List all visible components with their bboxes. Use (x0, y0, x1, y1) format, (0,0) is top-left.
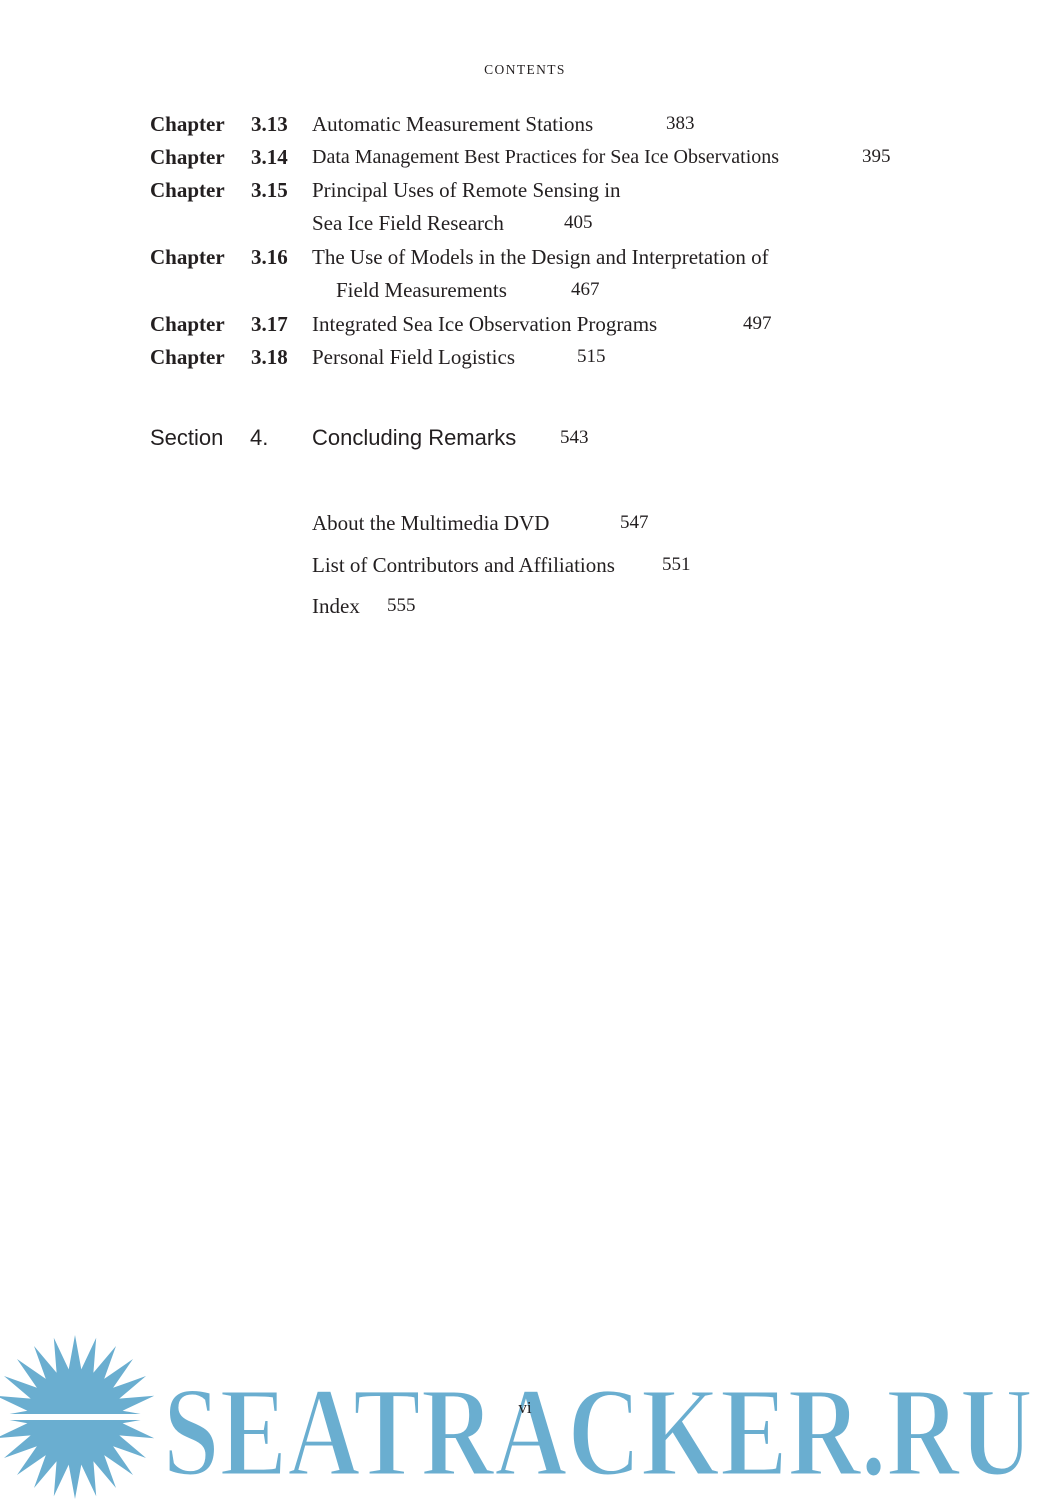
toc-entry-3-14[interactable] (150, 142, 950, 172)
page-number: 555 (387, 595, 416, 616)
back-matter-title: List of Contributors and Affiliations (312, 553, 615, 577)
chapter-number: 3.17 (251, 312, 288, 336)
chapter-title-line1: The Use of Models in the Design and Interpretation of (312, 245, 769, 269)
running-head: CONTENTS (484, 62, 566, 77)
toc-entry-3-18[interactable] (150, 342, 950, 372)
chapter-label: Chapter (150, 145, 225, 169)
toc-entry-3-13[interactable] (150, 109, 950, 139)
toc-entry-3-15-continued[interactable] (150, 208, 950, 238)
chapter-number: 3.18 (251, 345, 288, 369)
folio: vi (518, 1398, 532, 1417)
toc-entry-3-15[interactable] (150, 175, 950, 205)
chapter-number: 3.14 (251, 145, 288, 169)
toc-back-matter-contributors[interactable] (150, 550, 950, 580)
toc-entry-3-17[interactable] (150, 309, 950, 339)
section-title: Concluding Remarks (312, 425, 517, 450)
page-number: 547 (620, 512, 649, 533)
toc-back-matter-index[interactable] (150, 591, 950, 621)
back-matter-title: Index (312, 594, 360, 618)
chapter-label: Chapter (150, 112, 225, 136)
chapter-number: 3.16 (251, 245, 288, 269)
page-number: 395 (862, 146, 891, 167)
section-number: 4. (250, 425, 269, 450)
chapter-title: Automatic Measurement Stations (312, 112, 594, 136)
page-number: 497 (743, 313, 772, 334)
chapter-title-line2: Field Measurements (336, 278, 507, 302)
page-number: 515 (577, 346, 606, 367)
chapter-title: Integrated Sea Ice Observation Programs (312, 312, 658, 336)
chapter-title: Personal Field Logistics (312, 345, 515, 369)
page-number: 551 (662, 554, 691, 575)
toc-section-4[interactable] (150, 423, 950, 453)
chapter-title-line2: Sea Ice Field Research (312, 211, 504, 235)
chapter-label: Chapter (150, 178, 225, 202)
chapter-label: Chapter (150, 345, 225, 369)
chapter-title: Data Management Best Practices for Sea Ice Observations (312, 146, 780, 168)
chapter-number: 3.13 (251, 112, 288, 136)
chapter-label: Chapter (150, 312, 225, 336)
chapter-number: 3.15 (251, 178, 288, 202)
page-number: 543 (560, 427, 589, 448)
toc-back-matter-dvd[interactable] (150, 508, 950, 538)
back-matter-title: About the Multimedia DVD (312, 511, 550, 535)
watermark-text: SEATRACKER.RU (163, 1361, 1033, 1500)
chapter-title-line1: Principal Uses of Remote Sensing in (312, 178, 621, 202)
page-number: 405 (564, 212, 593, 233)
toc-entry-3-16[interactable] (150, 242, 950, 272)
chapter-label: Chapter (150, 245, 225, 269)
section-label: Section (150, 425, 224, 450)
toc-entry-3-16-continued[interactable] (150, 275, 950, 305)
page-number: 383 (666, 113, 695, 134)
page-number: 467 (571, 279, 600, 300)
